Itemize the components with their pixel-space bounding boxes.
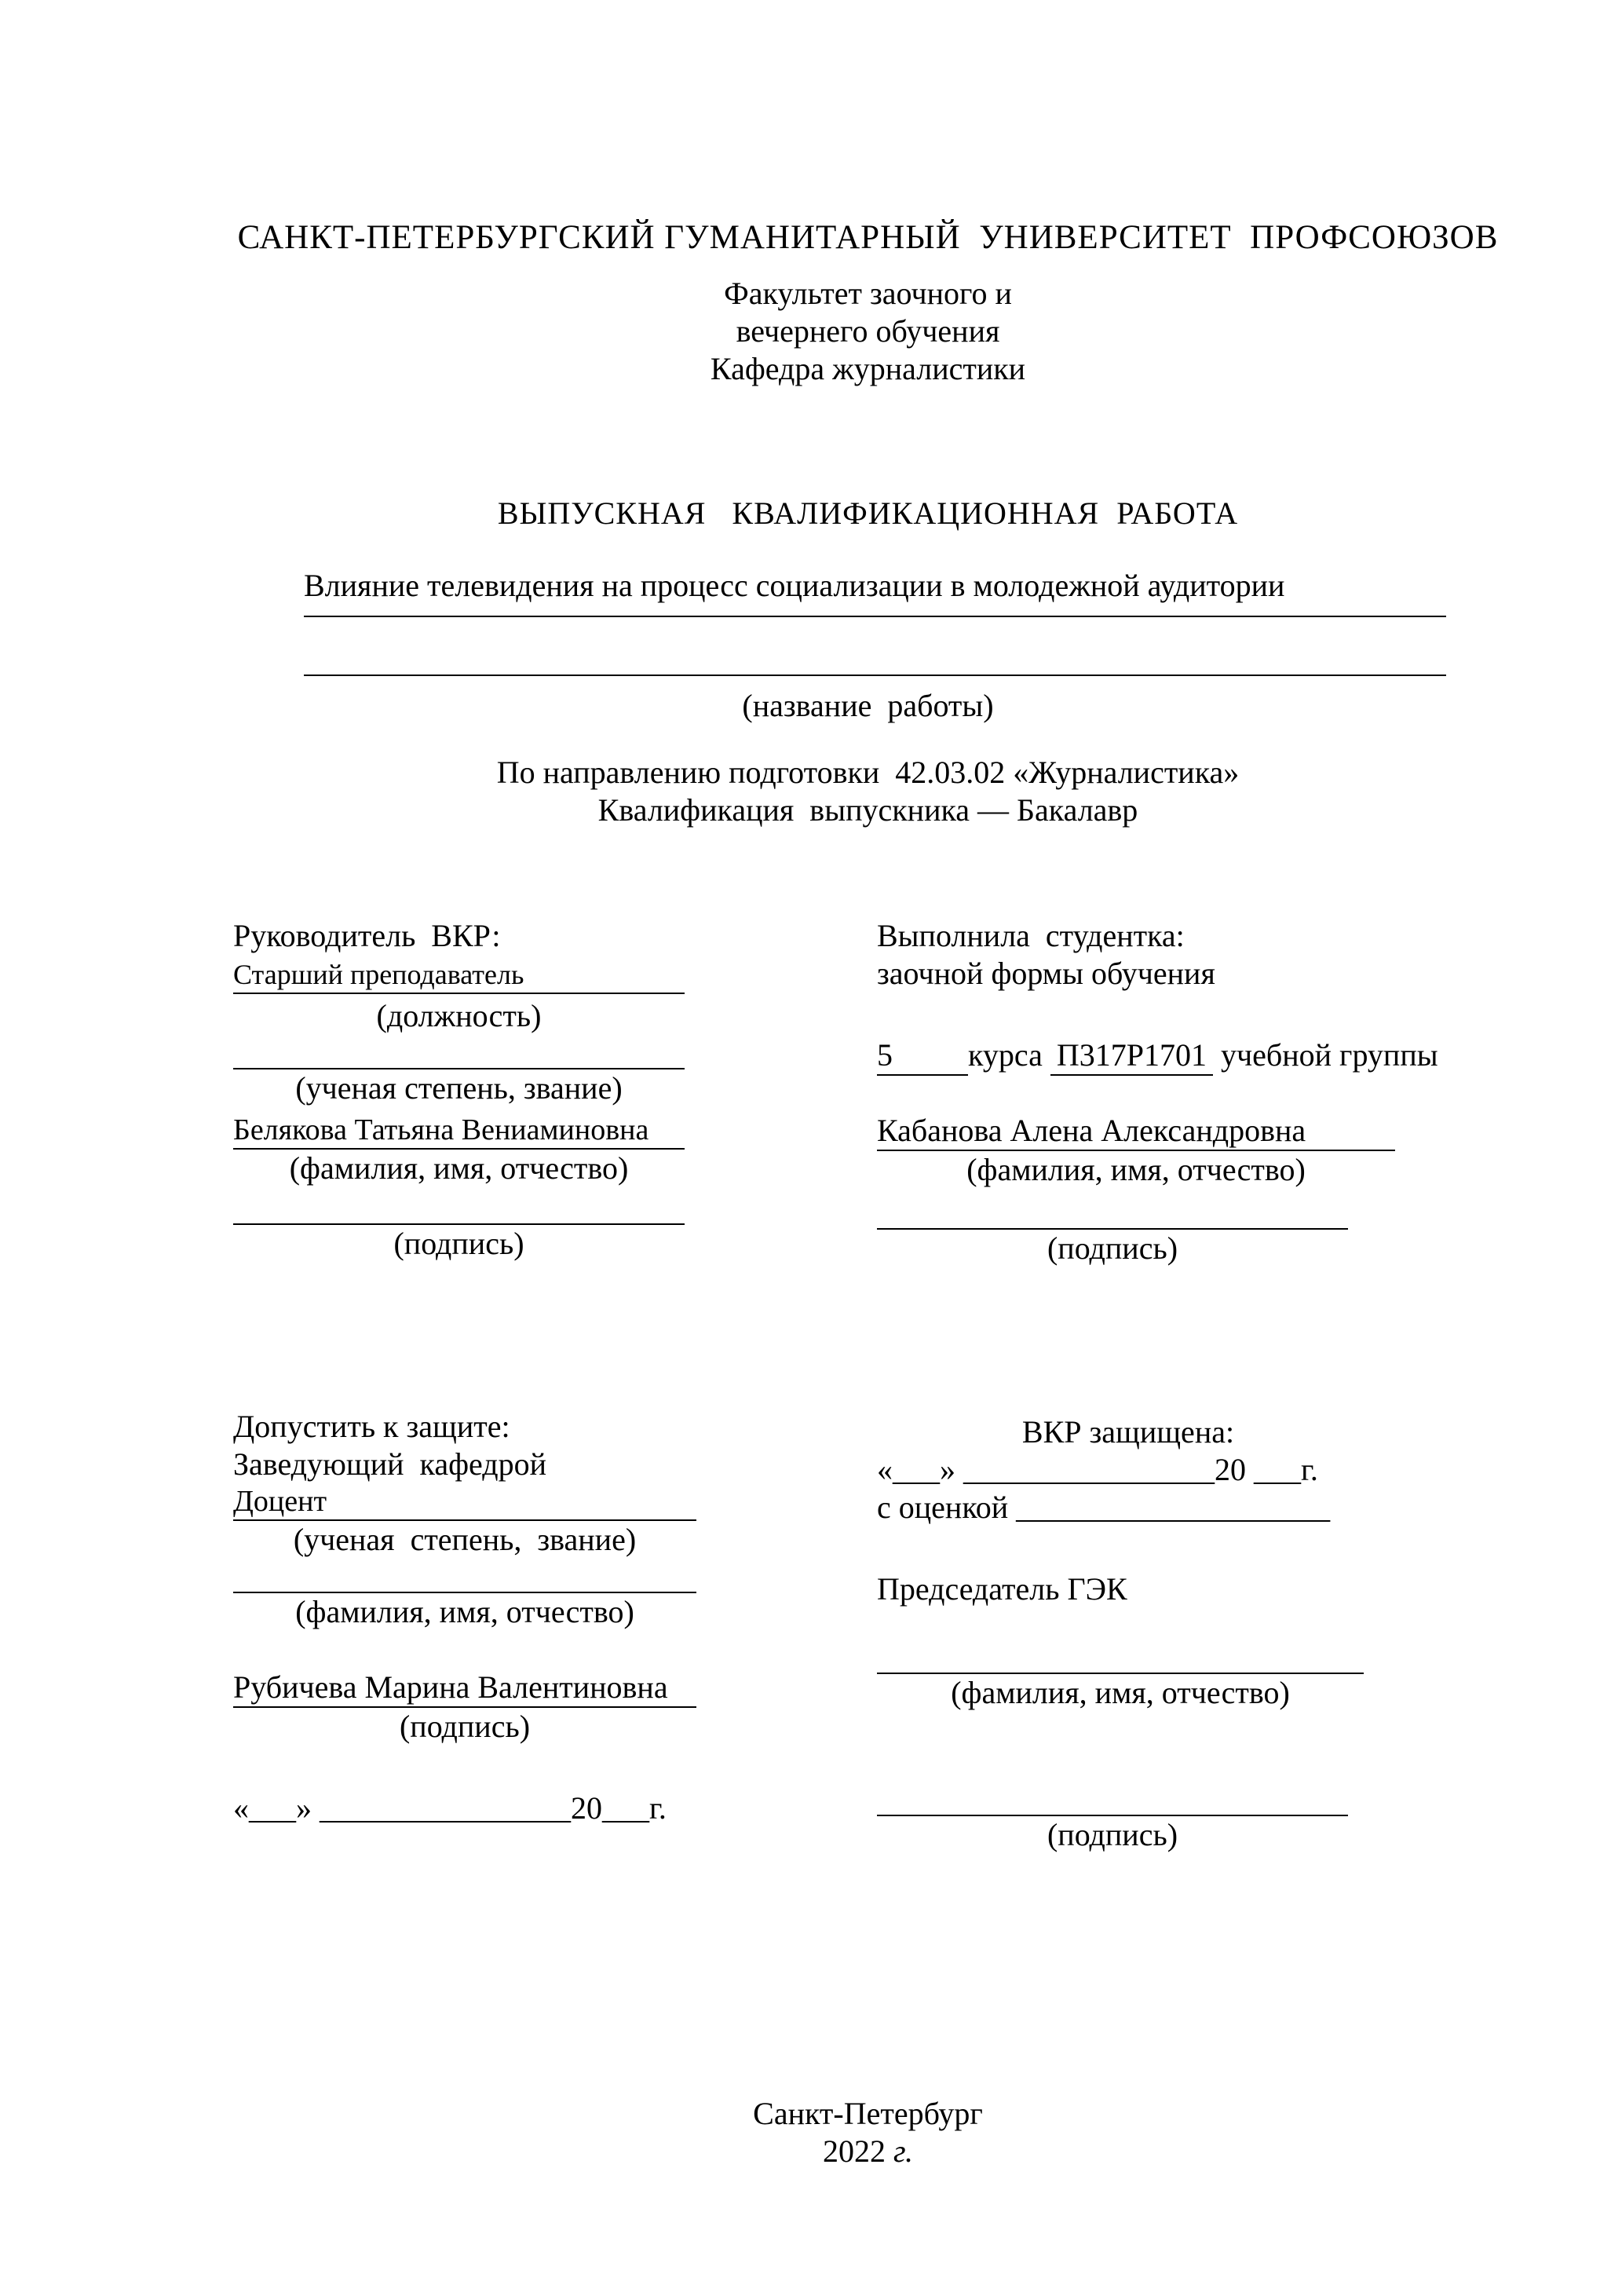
position-caption: (должность) bbox=[376, 998, 542, 1033]
admission-name-caption: (фамилия, имя, отчество) bbox=[295, 1594, 634, 1629]
group-code-field: П317Р1701 bbox=[1050, 1036, 1213, 1076]
admission-degree-caption: (ученая степень, звание) bbox=[293, 1522, 637, 1557]
footer-year-suffix: г. bbox=[893, 2133, 914, 2169]
defense-heading: ВКР защищена: bbox=[1021, 1414, 1235, 1450]
footer-block bbox=[232, 2095, 1504, 2170]
course-group-line bbox=[877, 1036, 1462, 1076]
university-name: САНКТ-ПЕТЕРБУРГСКИЙ ГУМАНИТАРНЫЙ УНИВЕРСИТЕТ ПРОФСОЮЗОВ bbox=[237, 219, 1499, 256]
supervisor-signature-line bbox=[233, 1187, 685, 1225]
footer-year: 2022 bbox=[822, 2133, 886, 2169]
admission-degree-field: Доцент bbox=[233, 1483, 696, 1521]
work-title: Влияние телевидения на процесс социализации в молодежной аудитории bbox=[304, 567, 1446, 617]
defense-grade-line: с оценкой ____________________ bbox=[877, 1490, 1331, 1525]
student-signature-caption: (подпись) bbox=[1047, 1230, 1178, 1266]
faculty-line1: Факультет заочного и bbox=[724, 276, 1012, 311]
student-name-caption: (фамилия, имя, отчество) bbox=[966, 1152, 1306, 1187]
head-of-department-title: Заведующий кафедрой bbox=[233, 1446, 547, 1482]
admission-signature-caption: (подпись) bbox=[399, 1709, 531, 1744]
supervisor-name-caption: (фамилия, имя, отчество) bbox=[289, 1150, 629, 1186]
admission-date-line: «___» ________________20___г. bbox=[233, 1790, 667, 1826]
title-blank-line bbox=[304, 675, 1446, 676]
student-block bbox=[877, 917, 1462, 1267]
qualification-line: Квалификация выпускника — Бакалавр bbox=[597, 792, 1138, 828]
student-heading-line1: Выполнила студентка: bbox=[877, 918, 1185, 953]
document-header bbox=[232, 218, 1504, 388]
footer-city: Санкт-Петербург bbox=[753, 2096, 983, 2131]
title-caption: (название работы) bbox=[742, 688, 994, 723]
admission-block bbox=[233, 1408, 696, 1827]
defense-date-line: «___» ________________20 ___г. bbox=[877, 1452, 1318, 1487]
work-type-heading: ВЫПУСКНАЯ КВАЛИФИКАЦИОННАЯ РАБОТА bbox=[497, 495, 1239, 531]
chairman-name-caption: (фамилия, имя, отчество) bbox=[951, 1675, 1290, 1710]
faculty-line2: вечернего обучения bbox=[736, 313, 1000, 349]
student-name-field: Кабанова Алена Александровна bbox=[877, 1112, 1395, 1151]
course-label: курса bbox=[968, 1037, 1043, 1073]
student-heading-line2: заочной формы обучения bbox=[877, 956, 1215, 991]
course-number-field: 5 bbox=[877, 1036, 968, 1076]
chairman-signature-caption: (подпись) bbox=[1047, 1817, 1178, 1852]
defense-block bbox=[877, 1413, 1379, 1854]
direction-block bbox=[232, 754, 1504, 829]
chairman-name-line bbox=[877, 1643, 1364, 1674]
direction-line: По направлению подготовки 42.03.02 «Журналистика» bbox=[496, 755, 1240, 790]
chairman-title: Председатель ГЭК bbox=[877, 1571, 1127, 1607]
supervisor-signature-caption: (подпись) bbox=[393, 1226, 524, 1261]
degree-blank-line bbox=[233, 1035, 685, 1069]
supervisor-block bbox=[233, 917, 685, 1263]
supervisor-name-field: Белякова Татьяна Вениаминовна bbox=[233, 1112, 685, 1150]
student-signature-line bbox=[877, 1189, 1348, 1230]
admission-heading: Допустить к защите: bbox=[233, 1409, 510, 1444]
supervisor-heading: Руководитель ВКР: bbox=[233, 918, 501, 953]
group-label: учебной группы bbox=[1221, 1037, 1438, 1073]
degree-caption: (ученая степень, звание) bbox=[295, 1070, 623, 1106]
chairman-signature-line bbox=[877, 1779, 1348, 1816]
admission-name-field: Рубичева Марина Валентиновна bbox=[233, 1669, 696, 1708]
supervisor-position-field: Старший преподаватель bbox=[233, 956, 685, 994]
admission-name-blank-line bbox=[233, 1559, 696, 1593]
department-name: Кафедра журналистики bbox=[710, 351, 1026, 386]
footer-year-line bbox=[232, 2133, 1504, 2170]
